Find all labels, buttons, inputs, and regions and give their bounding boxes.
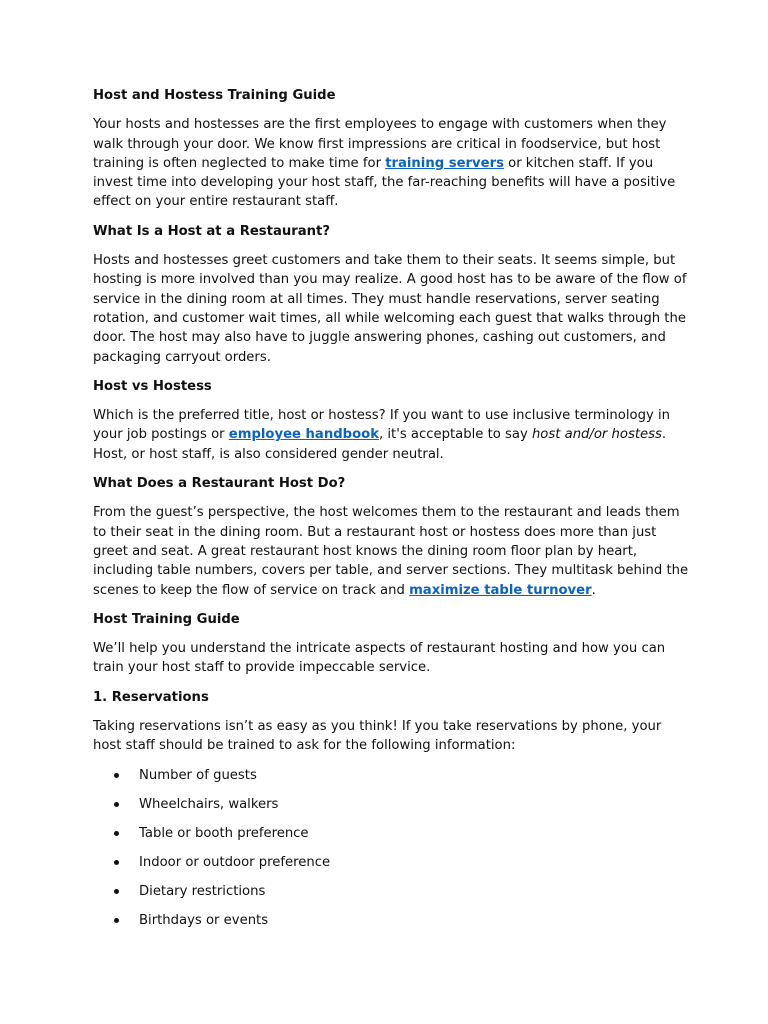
section-body-what-host-does bbox=[93, 503, 693, 599]
list-item bbox=[93, 795, 693, 814]
list-item bbox=[93, 882, 693, 901]
bullet-icon bbox=[114, 831, 119, 836]
list-item-label: Number of guests bbox=[139, 767, 257, 783]
training-servers-link[interactable]: training servers bbox=[385, 155, 504, 171]
section-heading-what-host-does: What Does a Restaurant Host Do? bbox=[93, 476, 346, 492]
bullet-icon bbox=[114, 918, 119, 923]
bullet-icon bbox=[114, 802, 119, 807]
bullet-icon bbox=[114, 860, 119, 865]
list-item bbox=[93, 766, 693, 785]
section-body-what-is-host: Hosts and hostesses greet customers and take them to their seats. It seems simple, but hosting is more involved than you may realize. A good host has to be aware of the flow of service in the dining room at all times. They must handle reservations, server seating rotation, and customer wait times, all while welcoming each guest that walks through the door. The host may also have to juggle answering phones, cashing out customers, and packaging carryout orders. bbox=[93, 253, 687, 365]
bullet-icon bbox=[114, 773, 119, 778]
list-item-label: Wheelchairs, walkers bbox=[139, 796, 279, 812]
what-host-does-text-2: . bbox=[591, 582, 596, 598]
intro-text-2: or kitchen staff. If you invest time into developing your host staff, the far-reaching benefits will have a positive effect on your entire restaurant staff. bbox=[93, 155, 676, 210]
list-item-label: Table or booth preference bbox=[139, 825, 309, 841]
host-vs-hostess-text-1: Which is the preferred title, host or hostess? If you want to use inclusive terminology in your job postings or bbox=[93, 408, 670, 443]
bullet-icon bbox=[114, 889, 119, 894]
host-vs-hostess-italic: host and/or hostess bbox=[531, 427, 662, 443]
employee-handbook-link[interactable]: employee handbook bbox=[228, 427, 379, 443]
section-body-reservations: Taking reservations isn’t as easy as you think! If you take reservations by phone, your host staff should be trained to ask for the following information: bbox=[93, 719, 662, 754]
list-item-label: Indoor or outdoor preference bbox=[139, 854, 331, 870]
intro-paragraph bbox=[93, 115, 693, 211]
what-host-does-text-1: From the guest’s perspective, the host welcomes them to the restaurant and leads them to their seat in the dining room. But a restaurant host or hostess does more than just greet and seat. A great restaurant host knows the dining room floor plan by heart, including table numbers, covers per table, and server sections. They multitask behind the scenes to keep the flow of service on track and bbox=[93, 505, 689, 598]
reservation-info-list bbox=[93, 766, 693, 930]
section-heading-host-vs-hostess: Host vs Hostess bbox=[93, 378, 212, 394]
section-body-host-vs-hostess bbox=[93, 406, 693, 464]
section-heading-training-guide: Host Training Guide bbox=[93, 611, 240, 627]
list-item bbox=[93, 911, 693, 930]
list-item-label: Dietary restrictions bbox=[139, 883, 266, 899]
host-vs-hostess-text-2: , it's acceptable to say bbox=[379, 427, 532, 443]
host-vs-hostess-text-3: . Host, or host staff, is also considered gender neutral. bbox=[93, 427, 667, 462]
list-item bbox=[93, 824, 693, 843]
document-page bbox=[93, 86, 693, 940]
list-item-label: Birthdays or events bbox=[139, 912, 269, 928]
document-title: Host and Hostess Training Guide bbox=[93, 88, 336, 103]
section-body-training-guide: We’ll help you understand the intricate aspects of restaurant hosting and how you can train your host staff to provide impeccable service. bbox=[93, 641, 666, 676]
section-heading-reservations: 1. Reservations bbox=[93, 689, 209, 705]
section-heading-what-is-host: What Is a Host at a Restaurant? bbox=[93, 223, 330, 239]
intro-text-1: Your hosts and hostesses are the first employees to engage with customers when they walk through your door. We know first impressions are critical in foodservice, but host training is often neglected to make time for bbox=[93, 117, 667, 171]
maximize-table-turnover-link[interactable]: maximize table turnover bbox=[409, 582, 592, 598]
list-item bbox=[93, 853, 693, 872]
